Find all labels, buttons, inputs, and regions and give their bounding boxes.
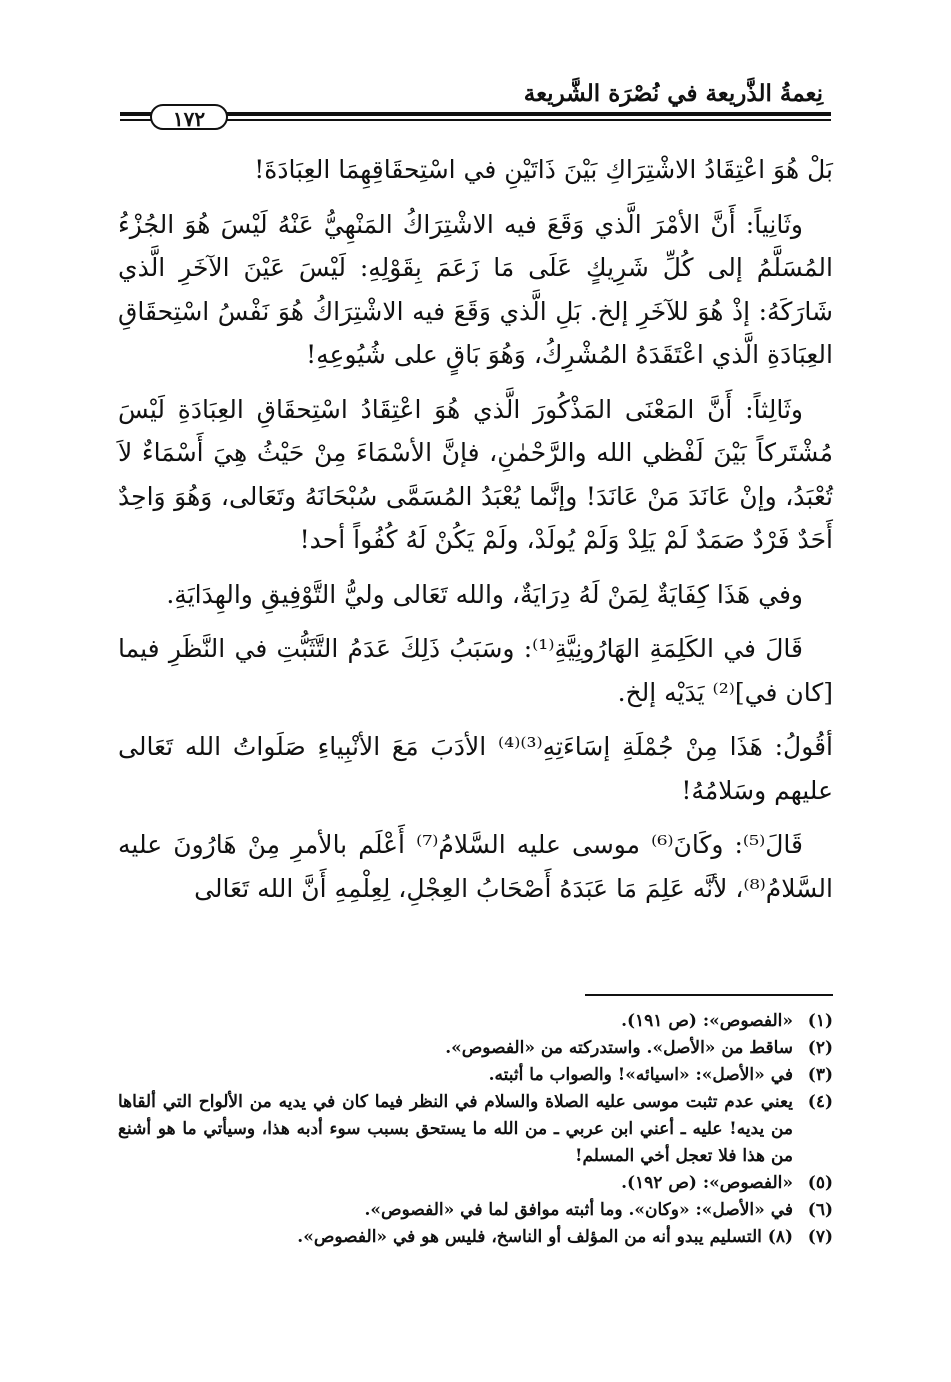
- paragraph-3: وثَالِثاً: أَنَّ المَعْنَى المَذْكُورَ الَّذي هُوَ اعْتِقَادُ اسْتِحقَاقِ العِبَادَةِ لَيْسَ مُشْتَركاً بَيْنَ لَفْظي الله والرَّحْمٰنِ، فإنَّ الأسْمَاءَ مِنْ حَيْثُ هِيَ أَسْمَاءٌ لاَ تُعْبَدُ، وإنْ عَانَدَ مَنْ عَانَدَ! وإنَّما يُعْبَدُ المُسَمَّى سُبْحَانَهُ وتَعَالى، وَهُوَ وَاحِدٌ أَحَدٌ فَرْدٌ صَمَدٌ لَمْ يَلِدْ وَلَمْ يُولَدْ، ولَمْ يَكُنْ لَهُ كُفُواً أحد!: [118, 394, 833, 554]
- footnote-number: (٤): [807, 1092, 833, 1112]
- footnote-3: [118, 1062, 833, 1089]
- footnote-text: في «الأصل»: «وكان». وما أثبته موافق لما في «الفصوص».: [364, 1200, 793, 1220]
- header-rule: [120, 108, 831, 130]
- paragraph-1: بَلْ هُوَ اعْتِقَادُ الاشْتِرَاكِ بَيْنَ ذَاتَيْنِ في اسْتِحقَاقِهِمَا العِبَادَةَ!: [254, 155, 833, 184]
- footnote-1: [118, 1008, 833, 1035]
- paragraph-5: قَالَ في الكَلِمَةِ الهَارُونِيَّةِ⁽¹⁾: وسَبَبُ ذَلِكَ عَدَمُ التَّثَبُّتِ في النَّظَرِ فيما [كان في]⁽²⁾ يَدَيْه إلخ.: [118, 634, 833, 707]
- footnote-number: (٢): [807, 1038, 833, 1058]
- footnote-5: [118, 1170, 833, 1197]
- footnote-number: (٧): [807, 1227, 833, 1247]
- running-head-title: نِعمةُ الذَّريعة في نُصْرَة الشَّريعة: [523, 80, 823, 107]
- footnote-text: «الفصوص»: (ص ١٩١).: [621, 1011, 793, 1031]
- footnote-text: «الفصوص»: (ص ١٩٢).: [621, 1173, 793, 1193]
- footnote-4: [118, 1089, 833, 1170]
- paragraph-4: وفي هَذَا كِفَايَةٌ لِمَنْ لَهُ دِرَايَةٌ، والله تَعَالى وليُّ التَّوْفِيقِ والهِدَايَةِ.: [166, 579, 803, 609]
- footnote-6: [118, 1197, 833, 1224]
- footnote-text: في «الأصل»: «اسيائه»! والصواب ما أثبته.: [488, 1065, 793, 1085]
- footnote-separator: [585, 994, 833, 996]
- paragraph-7: قَالَ⁽⁵⁾: وكَانَ⁽⁶⁾ موسى عليه السَّلامُ⁽⁷⁾ أَعْلَم بالأمرِ مِنْ هَارُونَ عليه السَّلامُ⁽⁸⁾، لأنَّه عَلِمَ مَا عَبَدَهُ أَصْحَابُ العِجْلِ، لِعِلْمِهِ أَنَّ الله تَعَالى: [118, 830, 833, 903]
- paragraph-2: وثَانِياً: أَنَّ الأمْرَ الَّذي وَقَعَ فيه الاشْتِرَاكُ المَنْهِيُّ عَنْهُ لَيْسَ هُوَ الجُزْءُ المُسَلَّمُ إلى كُلِّ شَرِيكٍ عَلَى مَا زَعَمَ بِقَوْلِهِ: لَيْسَ عَيْنَ الآخَرِ الَّذي شَارَكَهُ: إذْ هُوَ للآخَرِ إلخ. بَلِ الَّذي وَقَعَ فيه الاشْتِرَاكُ هُوَ نَفْسُ اسْتِحقَاقِ العِبَادَةِ الَّذي اعْتَقَدَهُ المُشْرِكُ، وَهُوَ بَاقٍ على شُيُوعِهِ!: [118, 209, 833, 369]
- footnotes: [118, 1008, 833, 1251]
- footnote-text: (٨) التسليم يبدو أنه من المؤلف أو الناسخ، فليس هو في «الفصوص».: [297, 1227, 793, 1247]
- footnote-7: [118, 1224, 833, 1251]
- paragraph-6: أقُولُ: هَذَا مِنْ جُمْلَةِ إسَاءَتِهِ⁽³⁾⁽⁴⁾ الأدَبَ مَعَ الأنْبِياءِ صَلَواتُ الله تَعَالى عليهم وسَلامُهُ!: [118, 732, 834, 805]
- main-text: [118, 148, 833, 921]
- footnote-number: (١): [807, 1011, 833, 1031]
- footnote-number: (٥): [807, 1173, 833, 1193]
- footnote-number: (٦): [807, 1200, 833, 1220]
- footnote-number: (٣): [807, 1065, 833, 1085]
- page-number: ١٧٢: [150, 104, 228, 130]
- footnote-text: ساقط من «الأصل». واستدركته من «الفصوص».: [445, 1038, 793, 1058]
- footnote-text: يعني عدم تثبت موسى عليه الصلاة والسلام في النظر فيما كان في يديه من الألواح التي ألقاها من يديه! عليه ـ أعني ابن عربي ـ من الله ما يستحق بسبب سوء أدبه هذا، وسيأتي ما هو أشنع من هذا فلا تعجل أخي المسلم!: [118, 1092, 793, 1166]
- footnote-2: [118, 1035, 833, 1062]
